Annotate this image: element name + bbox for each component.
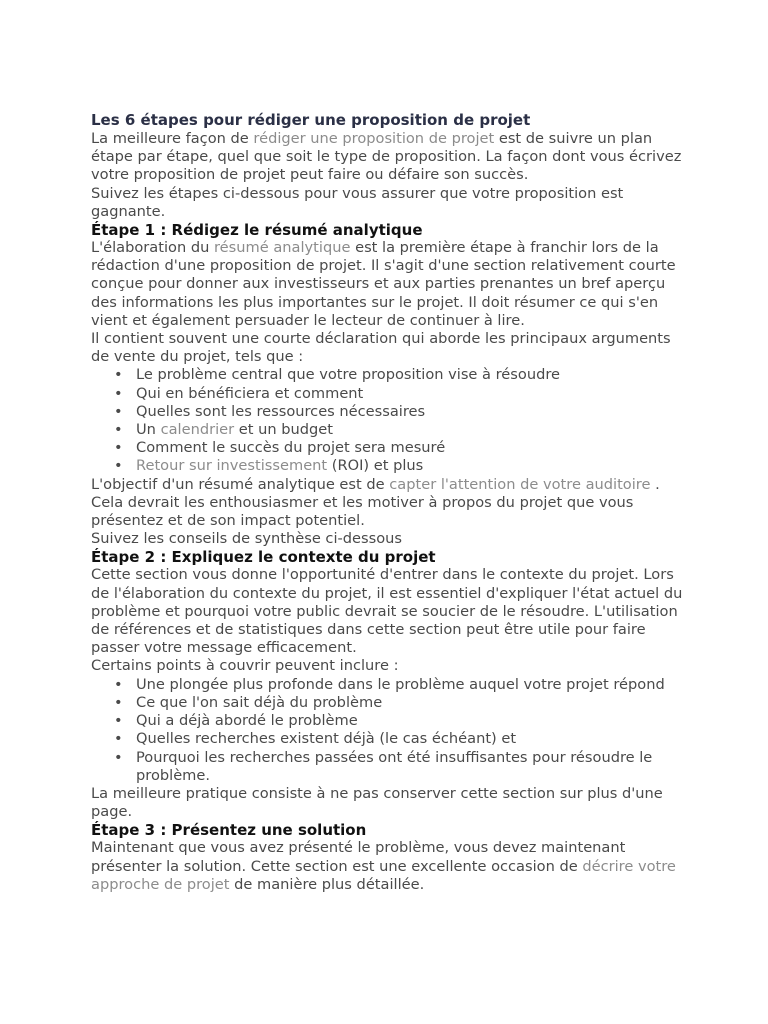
intro-paragraph-2: Suivez les étapes ci-dessous pour vous assurer que votre proposition est gagnante. [91, 184, 624, 220]
list-item-text: et un budget [234, 421, 333, 439]
step-1-paragraph-2: Il contient souvent une courte déclaration qui aborde les principaux arguments de vente du projet, tels que : [91, 330, 671, 366]
list-item: • Quelles sont les ressources nécessaires [136, 403, 691, 421]
list-item: • Qui a déjà abordé le problème [136, 712, 691, 730]
list-item-text: Un [136, 421, 161, 439]
step-2-paragraph-1: Cette section vous donne l'opportunité d'entrer dans le contexte du projet. Lors de l'élaboration du contexte du projet, il est essentiel d'expliquer l'état actuel du problème et pourquoi votre public devrait se soucier de le résoudre. L'utilisation de références et de statistiques dans cette section peut être utile pour faire passer votre message efficacement. [91, 566, 683, 657]
list-item [136, 421, 691, 439]
calendar-link[interactable]: calendrier [160, 421, 235, 439]
capture-attention-link[interactable]: capter l'attention de votre auditoire [389, 475, 651, 493]
list-item [136, 457, 691, 475]
list-item: • Comment le succès du projet sera mesuré [136, 439, 691, 457]
list-item: • Quelles recherches existent déjà (le cas échéant) et [136, 730, 691, 748]
step-3-text-after-link: de manière plus détaillée. [229, 875, 425, 893]
step-1-objective-text: L'objectif d'un résumé analytique est de [91, 475, 390, 493]
step-1-text-after-link: est la première étape à franchir lors de la rédaction d'une proposition de projet. Il s'agit d'une section relativement courte conçue pour donner aux investisseurs et aux parties prenantes un bref aperçu des informations les plus importantes sur le projet. Il doit résumer ce qui s'en vient et également persuader le lecteur de continuer à lire. [91, 239, 676, 329]
step-2-paragraph-2: Certains points à couvrir peuvent inclure : [91, 657, 399, 675]
step-3-text-before-link: Maintenant que vous avez présenté le problème, vous devez maintenant présenter la solution. Cette section est une excellente occasion de [91, 839, 626, 875]
step-1-objective-text-after: . Cela devrait les enthousiasmer et les motiver à propos du projet que vous présentez et de son impact potentiel. [91, 475, 660, 530]
list-item: • Ce que l'on sait déjà du problème [136, 694, 691, 712]
step-1-text-before-link: L'élaboration du [91, 239, 214, 257]
step-3-paragraph-1 [91, 839, 691, 894]
document-page [91, 111, 691, 894]
step-2-list [91, 676, 691, 785]
list-item-text: (ROI) et plus [327, 457, 424, 475]
step-1-paragraph-4: Suivez les conseils de synthèse ci-dessous [91, 530, 403, 548]
intro-text-after-link: est de suivre un plan étape par étape, quel que soit le type de proposition. La façon dont vous écrivez votre proposition de projet peut faire ou défaire son succès. [91, 130, 682, 184]
step-2-paragraph-3: La meilleure pratique consiste à ne pas conserver cette section sur plus d'une page. [91, 784, 663, 821]
step-1-paragraph-3 [91, 476, 691, 531]
roi-link[interactable]: Retour sur investissement [136, 457, 328, 475]
executive-summary-link[interactable]: résumé analytique [214, 239, 351, 257]
list-item: • Une plongée plus profonde dans le problème auquel votre projet répond [136, 676, 691, 694]
step-3-heading: Étape 3 : Présentez une solution [91, 821, 367, 840]
list-item: • Qui en bénéficiera et comment [136, 385, 691, 403]
step-1-list [91, 366, 691, 475]
list-item: • Le problème central que votre proposition vise à résoudre [136, 366, 691, 384]
step-1-heading: Étape 1 : Rédigez le résumé analytique [91, 221, 423, 240]
intro-paragraph-1 [91, 130, 691, 185]
describe-approach-link[interactable]: décrire votre approche de projet [91, 857, 676, 893]
write-proposal-link[interactable]: rédiger une proposition de projet [253, 130, 495, 147]
page-title: Les 6 étapes pour rédiger une proposition de projet [91, 111, 531, 129]
intro-text-before-link: La meilleure façon de [91, 130, 254, 147]
list-item: • Pourquoi les recherches passées ont été insuffisantes pour résoudre le problème. [136, 749, 691, 785]
step-1-paragraph-1 [91, 239, 691, 330]
step-2-heading: Étape 2 : Expliquez le contexte du projet [91, 548, 436, 567]
